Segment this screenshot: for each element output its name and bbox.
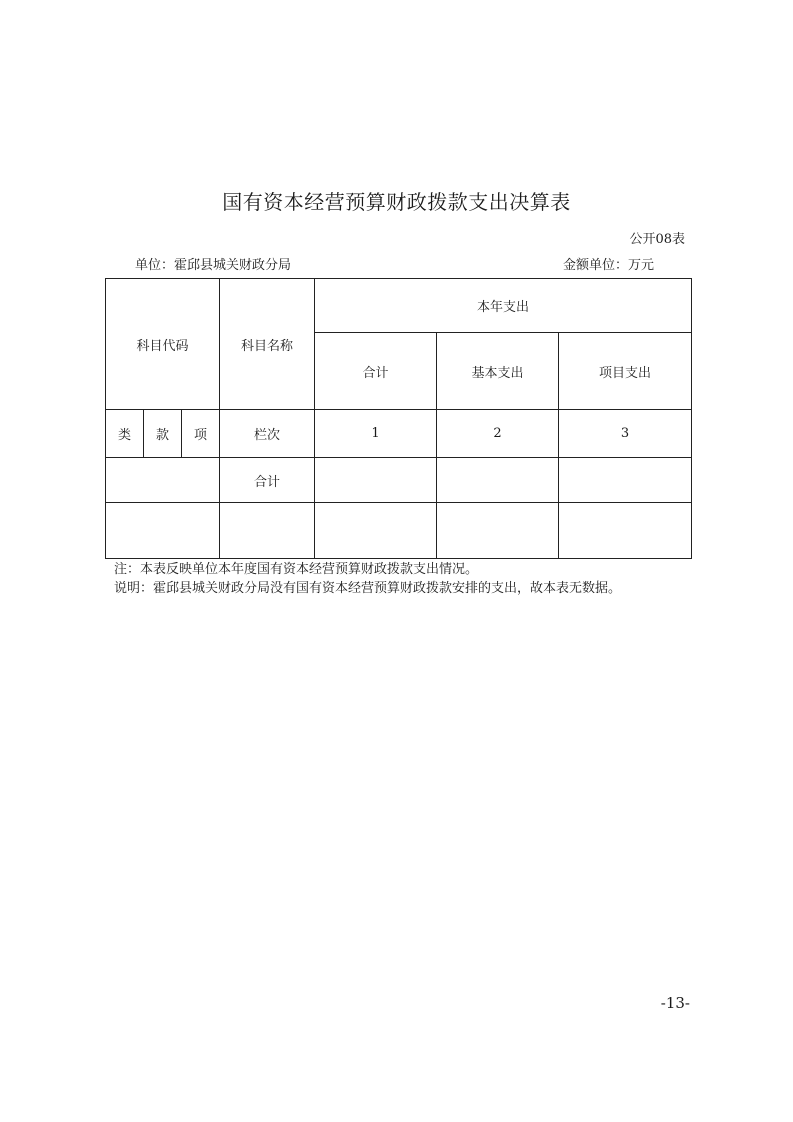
- basic-expenditure-header: 基本支出: [437, 333, 559, 410]
- column-number-1: 1: [315, 410, 437, 458]
- total-row-project-cell: [559, 458, 692, 503]
- total-row-code-cell: [106, 458, 220, 503]
- budget-table: [105, 278, 692, 559]
- total-row: [106, 458, 692, 503]
- empty-row-code-cell: [106, 503, 220, 559]
- empty-data-row: [106, 503, 692, 559]
- total-row-basic-cell: [437, 458, 559, 503]
- total-row-total-cell: [315, 458, 437, 503]
- column-index-label: 栏次: [220, 410, 315, 458]
- subject-code-header: 科目代码: [106, 279, 220, 410]
- column-number-2: 2: [437, 410, 559, 458]
- unit-label: 单位：霍邱县城关财政分局: [135, 258, 292, 273]
- table-note: 注：本表反映单位本年度国有资本经营预算财政拨款支出情况。: [114, 562, 479, 577]
- notes-block: [114, 560, 621, 598]
- code-class-cell: 类: [106, 410, 144, 458]
- total-header: 合计: [315, 333, 437, 410]
- empty-row-name-cell: [220, 503, 315, 559]
- empty-row-total-cell: [315, 503, 437, 559]
- current-year-expenditure-header: 本年支出: [315, 279, 692, 333]
- empty-row-project-cell: [559, 503, 692, 559]
- code-section-cell: 款: [144, 410, 182, 458]
- project-expenditure-header: 项目支出: [559, 333, 692, 410]
- code-item-cell: 项: [182, 410, 220, 458]
- page-title: 国有资本经营预算财政拨款支出决算表: [222, 190, 571, 214]
- form-code: 公开08表: [629, 232, 685, 247]
- amount-unit-label: 金额单位：万元: [563, 258, 655, 273]
- column-number-3: 3: [559, 410, 692, 458]
- column-index-row: [106, 410, 692, 458]
- explanation-note: 说明：霍邱县城关财政分局没有国有资本经营预算财政拨款安排的支出，故本表无数据。: [114, 581, 622, 596]
- total-row-label: 合计: [220, 458, 315, 503]
- page-number: -13-: [660, 994, 690, 1012]
- header-row-1: [106, 279, 692, 333]
- subject-name-header: 科目名称: [220, 279, 315, 410]
- empty-row-basic-cell: [437, 503, 559, 559]
